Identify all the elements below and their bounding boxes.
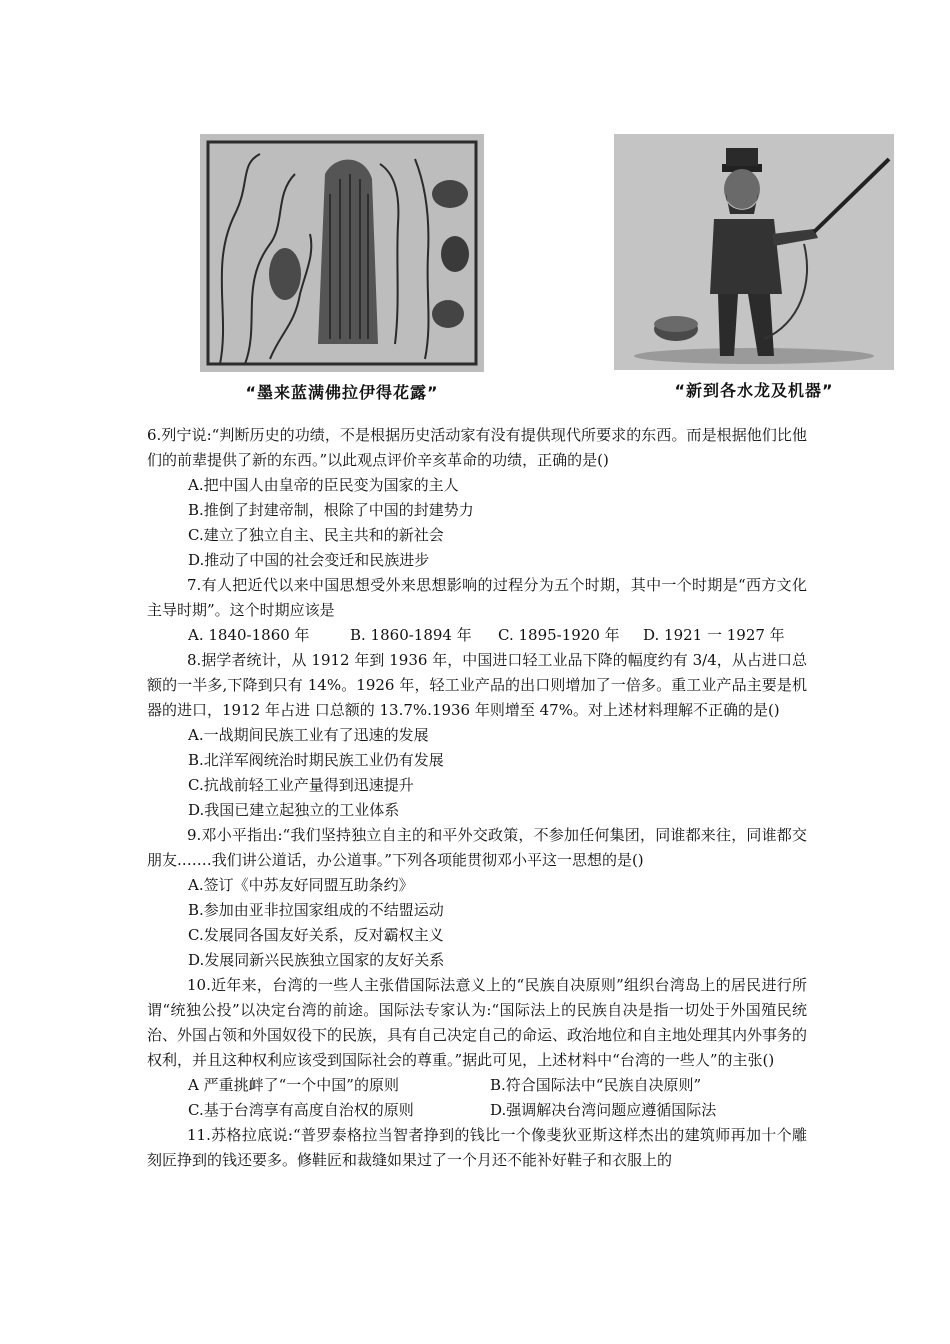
question-10-option-d: D.强调解决台湾问题应遵循国际法 — [490, 1101, 717, 1119]
question-10-stem: 10.近年来，台湾的一些人主张借国际法意义上的“民族自决原则”组织台湾岛上的居民进行所谓“统独公投”以决定台湾的前途。国际法专家认为:“国际法上的民族自决是指一切处于外国殖民统治、外国占领和外国奴役下的民族，具有自己决定自己的命运、政治地位和自主地处理其内外事务的权利，并且这种权利应该受到国际社会的尊重。”据此可见，上述材料中“台湾的一些人”的主张() — [147, 976, 808, 1069]
question-7-options — [147, 623, 807, 648]
question-7-option-b: B. 1860-1894 年 — [350, 626, 472, 644]
question-6-stem: 6.列宁说:“判断历史的功绩，不是根据历史活动家有没有提供现代所要求的东西。而是根据他们比他们的前辈提供了新的东西。”以此观点评价辛亥革命的功绩，正确的是() — [147, 426, 807, 469]
figure-fire-hose-ad — [614, 134, 894, 401]
question-6-option-b: B.推倒了封建帝制，根除了中国的封建势力 — [188, 501, 474, 519]
question-9-option-a: A.签订《中苏友好同盟互助条约》 — [188, 876, 414, 894]
question-7-stem: 7.有人把近代以来中国思想受外来思想影响的过程分为五个时期，其中一个时期是“西方文化主导时期”。这个时期应该是 — [147, 576, 807, 619]
question-10-option-a: A 严重挑衅了“一个中国”的原则 — [188, 1076, 399, 1094]
figure-perfume-ad — [200, 134, 484, 403]
question-6-option-d: D.推动了中国的社会变迁和民族进步 — [188, 551, 430, 569]
question-10-option-b: B.符合国际法中“民族自决原则” — [490, 1076, 702, 1094]
question-8-option-d: D.我国已建立起独立的工业体系 — [188, 801, 400, 819]
question-7-option-c: C. 1895-1920 年 — [498, 626, 620, 644]
question-10-options-row-1 — [147, 1073, 807, 1098]
question-7-option-d: D. 1921 一 1927 年 — [643, 626, 785, 644]
figure-caption-right: “新到各水龙及机器” — [674, 381, 834, 400]
perfume-ad-woodcut-icon — [200, 134, 484, 372]
perfume-ad-woodcut-image — [200, 134, 484, 372]
fire-hose-woodcut-image — [614, 134, 894, 370]
question-9-option-c: C.发展同各国友好关系，反对霸权主义 — [188, 926, 444, 944]
figure-caption-left: “墨来蓝满佛拉伊得花露” — [245, 383, 439, 402]
water-hose-man-woodcut-icon — [614, 134, 894, 370]
question-9-option-b: B.参加由亚非拉国家组成的不结盟运动 — [188, 901, 444, 919]
question-9-stem: 9.邓小平指出:“我们坚持独立自主的和平外交政策，不参加任何集团，同谁都来往，同谁都交朋友.……我们讲公道话，办公道事。”下列各项能贯彻邓小平这一思想的是() — [147, 826, 807, 869]
question-6-option-a: A.把中国人由皇帝的臣民变为国家的主人 — [188, 476, 459, 494]
question-8-option-a: A.一战期间民族工业有了迅速的发展 — [188, 726, 429, 744]
question-11-stem: 11.苏格拉底说:“普罗泰格拉当智者挣到的钱比一个像斐狄亚斯这样杰出的建筑师再加十个雕刻匠挣到的钱还要多。修鞋匠和裁缝如果过了一个月还不能补好鞋子和衣服上的 — [147, 1126, 807, 1169]
question-8-option-b: B.北洋军阀统治时期民族工业仍有发展 — [188, 751, 444, 769]
question-8-option-c: C.抗战前轻工业产量得到迅速提升 — [188, 776, 414, 794]
question-10-options-row-2 — [147, 1098, 807, 1123]
question-text-body — [147, 423, 807, 1173]
question-6-option-c: C.建立了独立自主、民主共和的新社会 — [188, 526, 444, 544]
question-10-option-c: C.基于台湾享有高度自治权的原则 — [188, 1101, 414, 1119]
question-9-option-d: D.发展同新兴民族独立国家的友好关系 — [188, 951, 445, 969]
question-7-option-a: A. 1840-1860 年 — [188, 626, 310, 644]
question-8-stem: 8.据学者统计，从 1912 年到 1936 年，中国进口轻工业品下降的幅度约有 3/4，从占进口总额的一半多,下降到只有 14%。1926 年，轻工业产品的出口则增加了一倍多。重工业产品主要是机器的进口，1912 年占进 口总额的 13.7%.1936 年则增至 47%。对上述材料理解不正确的是() — [147, 651, 807, 719]
